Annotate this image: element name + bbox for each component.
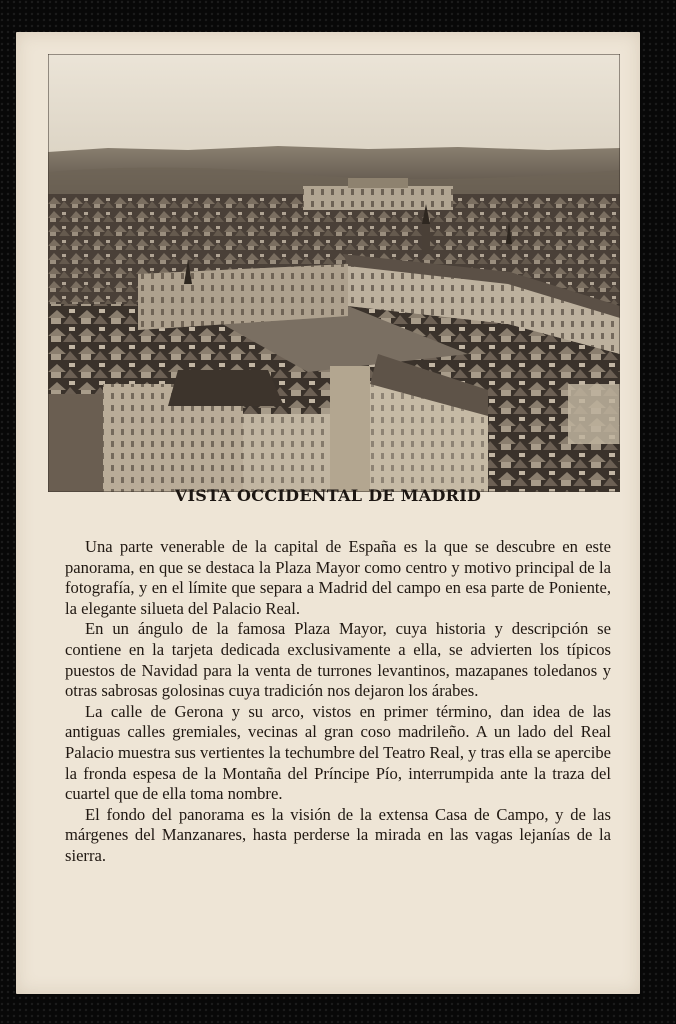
description-text xyxy=(65,537,611,867)
page-title: VISTA OCCIDENTAL DE MADRID xyxy=(174,486,482,505)
paragraph-2: En un ángulo de la famosa Plaza Mayor, cuya historia y descripción se contiene en la tarjeta dedicada exclusivamente a ella, se advierten los típicos puestos de Navidad para la venta de turrones levantinos, mazapanes toledanos y otras sabrosas golosinas cuya tradición nos dejaron los árabes. xyxy=(65,619,611,701)
postcard xyxy=(16,32,640,994)
madrid-panorama-photo xyxy=(48,54,620,492)
paragraph-4: El fondo del panorama es la visión de la extensa Casa de Campo, y de las márgenes del Manzanares, hasta perderse la mirada en las vagas lejanías de la sierra. xyxy=(65,804,611,865)
paragraph-3: La calle de Gerona y su arco, vistos en primer término, dan idea de las antiguas calles gremiales, vecinas al gran coso madrileño. A un lado del Real Palacio muestra sus vertientes la techumbre del Teatro Real, y tras ella se apercibe la fronda espesa de la Montaña del Príncipe Pío, interrumpida ante la traza del cuartel que de ella toma nombre. xyxy=(65,701,611,804)
paragraph-1: Una parte venerable de la capital de España es la que se descubre en este panorama, en que se destaca la Plaza Mayor como centro y motivo principal de la fotografía, y en el límite que separa a Madrid del campo en esa parte de Poniente, la elegante silueta del Palacio Real. xyxy=(65,537,611,618)
